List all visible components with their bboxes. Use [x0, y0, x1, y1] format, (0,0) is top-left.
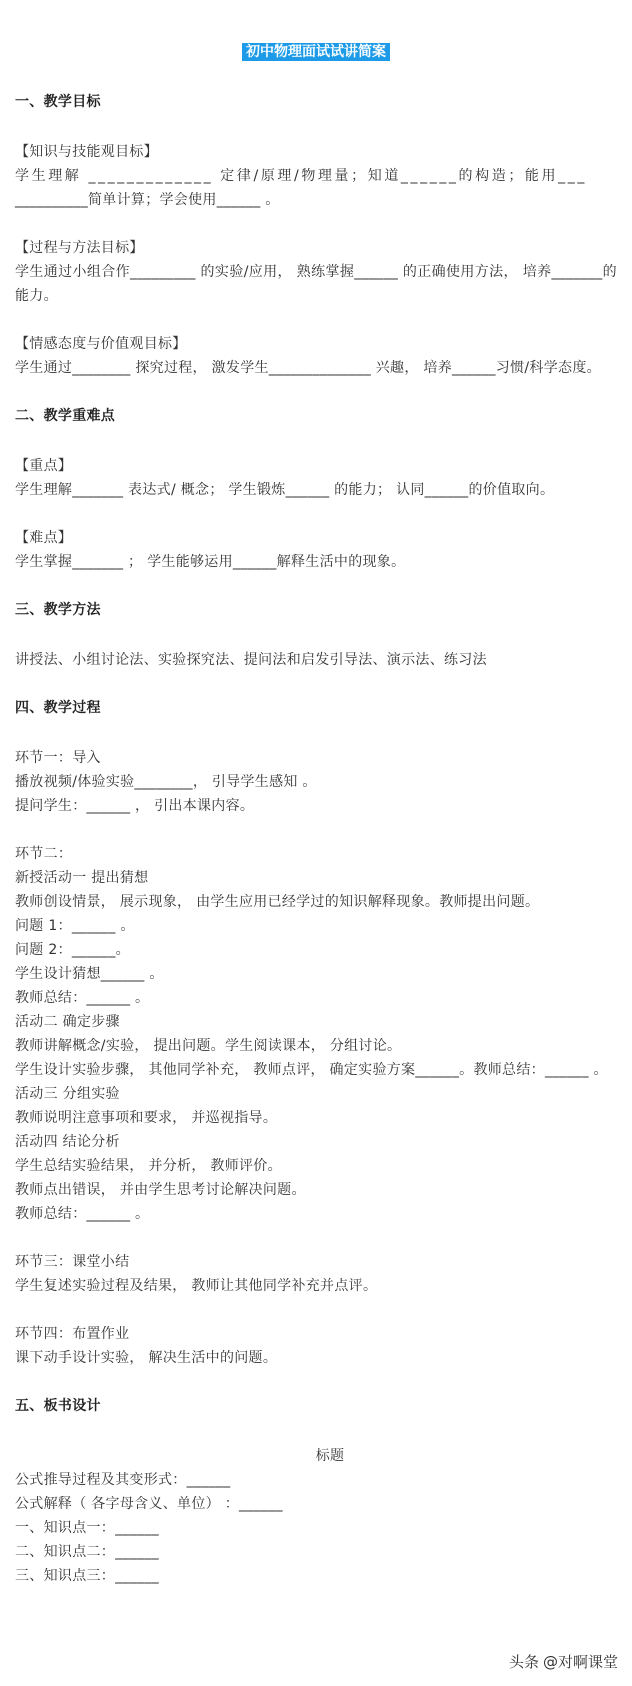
board-line-1: 公式推导过程及其变形式：______: [15, 1472, 231, 1488]
step4-line-1: 课下动手设计实验， 解决生活中的问题。: [15, 1350, 278, 1366]
activity1-question-2: 问题 2：______。: [15, 942, 130, 958]
activity1-line-2: 学生设计猜想______ 。: [15, 966, 164, 982]
objective-knowledge-label: 【知识与技能观目标】: [15, 144, 158, 160]
activity1-line-1: 教师创设情景， 展示现象， 由学生应用已经学过的知识解释现象。教师提出问题。: [15, 894, 540, 910]
activity1-label: 新授活动一 提出猜想: [15, 870, 149, 886]
watermark-handle: @对啊课堂: [542, 1653, 618, 1671]
section-heading-objectives: 一、教学目标: [15, 94, 101, 110]
board-title: 标题: [315, 1448, 345, 1464]
step4-label: 环节四：布置作业: [15, 1326, 130, 1342]
step1-line-2: 提问学生：______ ， 引出本课内容。: [15, 798, 255, 814]
board-line-4: 二、知识点二：______: [15, 1544, 159, 1560]
board-line-2: 公式解释（ 各字母含义、单位） ：______: [15, 1496, 283, 1512]
activity2-label: 活动二 确定步骤: [15, 1014, 120, 1030]
watermark-brand: 头条: [508, 1653, 539, 1671]
step3-line-1: 学生复述实验过程及结果， 教师让其他同学补充并点评。: [15, 1278, 378, 1294]
activity1-question-1: 问题 1：______ 。: [15, 918, 135, 934]
activity2-line-1: 教师讲解概念/实验， 提出问题。学生阅读课本， 分组讨论。: [15, 1038, 402, 1054]
objective-knowledge-text-b: __________简单计算；学会使用______ 。: [15, 192, 280, 208]
activity2-line-2: 学生设计实验步骤， 其他同学补充， 教师点评， 确定实验方案______。教师总结：______ 。: [15, 1062, 608, 1078]
objective-attitude-label: 【情感态度与价值观目标】: [15, 336, 187, 352]
step1-label: 环节一：导入: [15, 750, 101, 766]
section-heading-methods: 三、教学方法: [15, 602, 101, 618]
activity4-line-2: 教师点出错误， 并由学生思考讨论解决问题。: [15, 1182, 306, 1198]
board-line-3: 一、知识点一：______: [15, 1520, 159, 1536]
step2-label: 环节二：: [15, 846, 73, 862]
key-point-text: 学生理解_______ 表达式/ 概念； 学生锻炼______ 的能力； 认同______的价值取向。: [15, 482, 555, 498]
objective-process-text: 学生通过小组合作_________ 的实验/应用， 熟练掌握______ 的正确使用方法， 培养_______的能力。: [15, 264, 617, 304]
step1-line-1: 播放视频/体验实验________， 引导学生感知 。: [15, 774, 317, 790]
board-line-5: 三、知识点三：______: [15, 1568, 159, 1584]
key-point-label: 【重点】: [15, 458, 73, 474]
activity3-line-1: 教师说明注意事项和要求， 并巡视指导。: [15, 1110, 278, 1126]
document-body: [15, 90, 617, 1588]
objective-knowledge-text-a: 学生理解 _____________ 定律/原理/物理量；知道______的构造；能用___: [15, 168, 587, 184]
section-heading-process: 四、教学过程: [15, 700, 101, 716]
activity4-line-1: 学生总结实验结果， 并分析， 教师评价。: [15, 1158, 282, 1174]
activity4-line-3: 教师总结：______ 。: [15, 1206, 150, 1222]
section-heading-board-design: 五、板书设计: [15, 1398, 101, 1414]
activity1-line-3: 教师总结：______ 。: [15, 990, 150, 1006]
section-heading-key-points: 二、教学重难点: [15, 408, 116, 424]
activity3-label: 活动三 分组实验: [15, 1086, 120, 1102]
objective-process-label: 【过程与方法目标】: [15, 240, 144, 256]
document-title: 初中物理面试试讲简案: [242, 43, 390, 61]
watermark: [509, 1651, 618, 1672]
methods-text: 讲授法、小组讨论法、实验探究法、提问法和启发引导法、演示法、练习法: [15, 652, 487, 668]
difficulty-text: 学生掌握_______ ； 学生能够运用______解释生活中的现象。: [15, 554, 406, 570]
activity4-label: 活动四 结论分析: [15, 1134, 120, 1150]
objective-attitude-text: 学生通过________ 探究过程， 激发学生______________ 兴趣， 培养______习惯/科学态度。: [15, 360, 601, 376]
difficulty-label: 【难点】: [15, 530, 73, 546]
step3-label: 环节三：课堂小结: [15, 1254, 130, 1270]
